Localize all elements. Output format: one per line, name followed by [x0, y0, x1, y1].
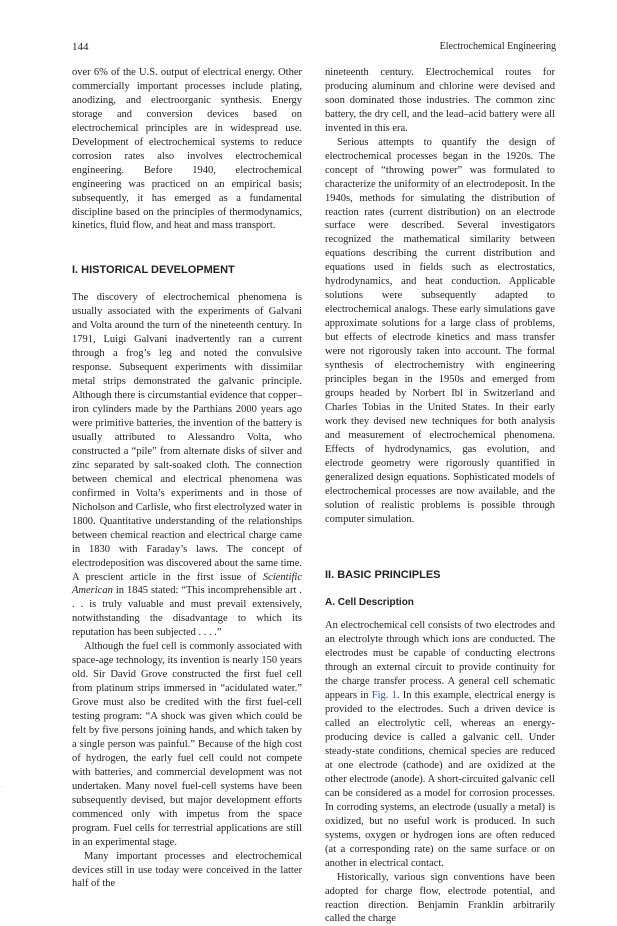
paragraph-sign-conventions: Historically, various sign conventions have been adopted for charge flow, electrode potential, and reaction direction. Benjamin Franklin arbitrarily called the charge: [325, 871, 555, 925]
page-number: 144: [72, 41, 89, 53]
journal-title: Scientific American: [72, 571, 302, 597]
paragraph-fuel-cell: Although the fuel cell is commonly associated with space-age technology, its invention is nearly 150 years old. Sir David Grove constructed the first fuel cell from platinum strips immersed in “acidulated water.” Grove must also be credited with the first fuel-cell testing program: “A shock was given which could be felt by five persons joining hands, and which taken by a single person was painful.” Because of the high cost of hydrogen, the early fuel cell could not compete with batteries, and commercial development was not undertaken. Many novel fuel-cell systems have been subsequently devised, but major development efforts commenced only with impetus from the space program. Fuel cells for terrestrial applications are still in an experimental stage.: [72, 641, 302, 848]
page-header: [72, 40, 556, 54]
left-column: [72, 66, 302, 891]
paragraph-text: The discovery of electrochemical phenomena is usually associated with the experiments of Galvani and Volta around the turn of the nineteenth century. In 1791, Luigi Galvani inadvertently ran a current through a frog’s leg and noted the convulsive response. Subsequent experiments with dissimilar metal strips demonstrated the galvanic principle. Although there is circumstantial evidence that copper–iron cylinders made by the Parthians 2000 years ago were primitive batteries, the invention of the battery is usually attributed to Alessandro Volta, who constructed a “pile” from alternate disks of silver and zinc separated by salt-soaked cloth. The connection between chemical and electrical phenomena was confirmed in Volta’s experiments and in those of Nicholson and Carlisle, who first electrolyzed water in 1800. Quantitative understanding of the relationships between chemical reaction and electrical charge came in 1830 with Faraday’s laws. The concept of electrodeposition was discovered about the same time. A prescient article in the first issue of: [72, 292, 302, 583]
corner-mark: ·: [1, 783, 4, 792]
paragraph-processes: Many important processes and electrochemical devices still in use today were conceived in the latter half of the: [72, 850, 302, 890]
paragraph-nineteenth-century: nineteenth century. Electrochemical routes for producing aluminum and chlorine were devised and soon dominated those industries. The common zinc battery, the dry cell, and the lead–acid battery were all invented in this era.: [325, 67, 555, 134]
paragraph-cell-description: [325, 619, 555, 870]
right-column: [325, 66, 555, 926]
paragraph-text: . In this example, electrical energy is provided to the electrodes. Such a driven device is called an electrolytic cell, whereas an energy-producing device is called a galvanic cell. Under steady-state conditions, chemical species are reduced at one electrode (cathode) and are oxidized at the other electrode (anode). A short-circuited galvanic cell can be considered as a model for corrosion processes. In corroding systems, an electrode (usually a metal) is oxidized, but no useful work is produced. In such systems, oxygen or hydrogen ions are often reduced (at a corresponding rate) on the same surface or on another in electrical contact.: [325, 690, 555, 869]
paragraph-text: in 1845 stated: “This incomprehensible art . . . is truly valuable and must prevail extensively, notwithstanding the disadvantage to which its reputation has been subjected . . . .”: [72, 585, 302, 639]
paragraph-quantify-design: Serious attempts to quantify the design of electrochemical processes began in the 1920s. The concept of “throwing power” was formulated to characterize the uniformity of an electrodeposit. In the 1940s, methods for simulating the distribution of reaction rates (current distribution) on an electrode surface were described. Several investigators recognized the mathematical similarity between equations describing the current distribution and equations used in fields such as electrostatics, hydrodynamics, and heat conduction. Applicable solutions were subsequently adapted to electrochemical analogs. These early simulations gave approximate solutions for a large class of problems, but effects of electrode kinetics and mass transfer were not rigorously taken into account. The formal synthesis of electrochemistry with engineering principles began in the 1950s and emerged from groups headed by Norbert Ibl in Switzerland and Charles Tobias in the United States. In their early work they devised new techniques for both analysis and measurement of electrochemical phenomena. Effects of hydrodynamics, gas evolution, and electrode geometry were rigorously quantified in generalized design equations. Sophisticated models of electrochemical processes are now available, and the solution of realistic problems is possible through computer simulation.: [325, 136, 555, 525]
paragraph-intro-continued: over 6% of the U.S. output of electrical energy. Other commercially important processes include plating, anodizing, and electroorganic synthesis. Energy storage and conversion devices based on electrochemical principles are in widespread use. Development of electrochemical systems to reduce corrosion rates also involves electrochemical engineering. Before 1940, electrochemical engineering was practiced on an empirical basis; subsequently, it has emerged as a fundamental discipline based on the principles of thermodynamics, kinetics, fluid flow, and heat and mass transport.: [72, 67, 302, 232]
paragraph-text: An electrochemical cell consists of two electrodes and an electrolyte through which ions are conducted. The electrodes must be capable of conducting electrons through an external circuit to provide continuity for the charge transfer process. A general cell schematic appears in: [325, 620, 555, 702]
running-title: Electrochemical Engineering: [439, 41, 556, 52]
section-heading-historical-development: I. HISTORICAL DEVELOPMENT: [72, 264, 235, 277]
section-heading-basic-principles: II. BASIC PRINCIPLES: [325, 569, 441, 582]
figure-1-link[interactable]: Fig. 1: [371, 690, 397, 702]
subsection-heading-cell-description: A. Cell Description: [325, 597, 414, 609]
paragraph-discovery: [72, 291, 302, 640]
